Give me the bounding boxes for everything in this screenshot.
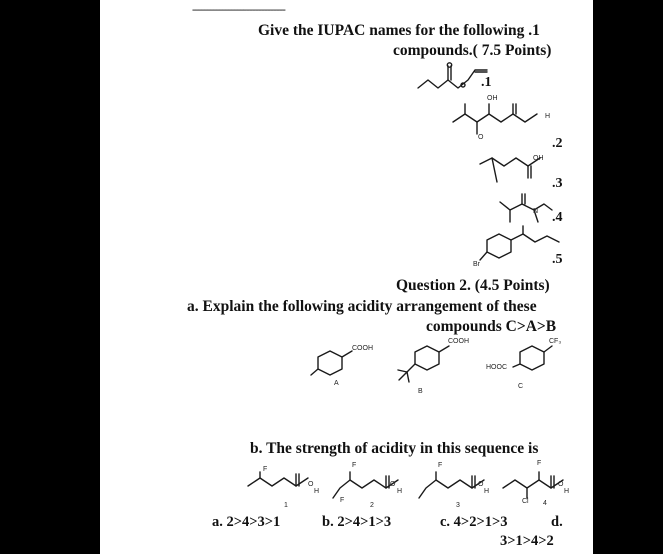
acid-3-o: O [478, 481, 484, 488]
atom-oh-3: OH [533, 155, 544, 162]
molecule-4 [498, 192, 558, 227]
group-hooc-c: HOOC [486, 364, 507, 371]
letter-c: C [518, 383, 524, 390]
q2-title: Question 2. (4.5 Points) [396, 277, 550, 294]
q1-number-3: .3 [552, 176, 563, 191]
atom-br: Br [473, 261, 480, 268]
atom-o: O [478, 134, 484, 141]
compound-b [395, 340, 465, 390]
worksheet-page [100, 0, 593, 554]
q1-number-1: .1 [481, 75, 492, 90]
acid-number-3: 3 [456, 502, 460, 509]
acid-2-h: H [397, 488, 403, 495]
molecule-2 [448, 102, 558, 147]
letter-a: A [334, 380, 339, 387]
acid-2-o: O [390, 481, 396, 488]
compound-c [510, 340, 570, 380]
letter-b: B [418, 388, 423, 395]
group-cooh-b: COOH [448, 338, 469, 345]
option-b: b. 2>4>1>3 [322, 514, 392, 530]
q2-part-b: b. The strength of acidity in this sequence is [250, 440, 539, 457]
q1-prompt-line1: Give the IUPAC names for the following .1 [258, 22, 540, 39]
acid-3-f: F [438, 462, 443, 469]
option-a: a. 2>4>3>1 [212, 514, 281, 530]
q1-prompt-line2: compounds.( 7.5 Points) [393, 42, 552, 59]
atom-h: H [545, 113, 551, 120]
q1-number-4: .4 [552, 210, 563, 225]
acid-3 [416, 468, 496, 506]
acid-1-h: H [314, 488, 320, 495]
option-d-label: d. [551, 514, 563, 530]
option-d-value: 3>1>4>2 [500, 533, 554, 549]
acid-1-f: F [263, 466, 268, 473]
acid-4-h: H [564, 488, 570, 495]
acid-4-f: F [537, 460, 542, 467]
q1-number-2: .2 [552, 136, 563, 151]
acid-4-cl: Cl [522, 498, 529, 505]
atom-oh: OH [487, 95, 498, 102]
acid-4 [500, 468, 580, 504]
atom-n: N [533, 208, 539, 215]
acid-2-f-low: F [340, 497, 345, 504]
q2-part-a-line2: compounds C>A>B [426, 318, 557, 335]
group-cf3-c: CF₃ [549, 338, 562, 345]
acid-3-h: H [484, 488, 490, 495]
q2-part-a-line1: a. Explain the following acidity arrangement of these [187, 298, 537, 315]
acid-number-4: 4 [543, 500, 547, 507]
group-cooh-a: COOH [352, 345, 373, 352]
acid-1-o: O [308, 481, 314, 488]
acid-4-o: O [558, 481, 564, 488]
acid-number-2: 2 [370, 502, 374, 509]
acid-number-1: 1 [284, 502, 288, 509]
option-c: c. 4>2>1>3 [440, 514, 508, 530]
divider-line: ------------------------------- [192, 2, 285, 16]
acid-2-f: F [352, 462, 357, 469]
q1-number-5: .5 [552, 252, 563, 267]
